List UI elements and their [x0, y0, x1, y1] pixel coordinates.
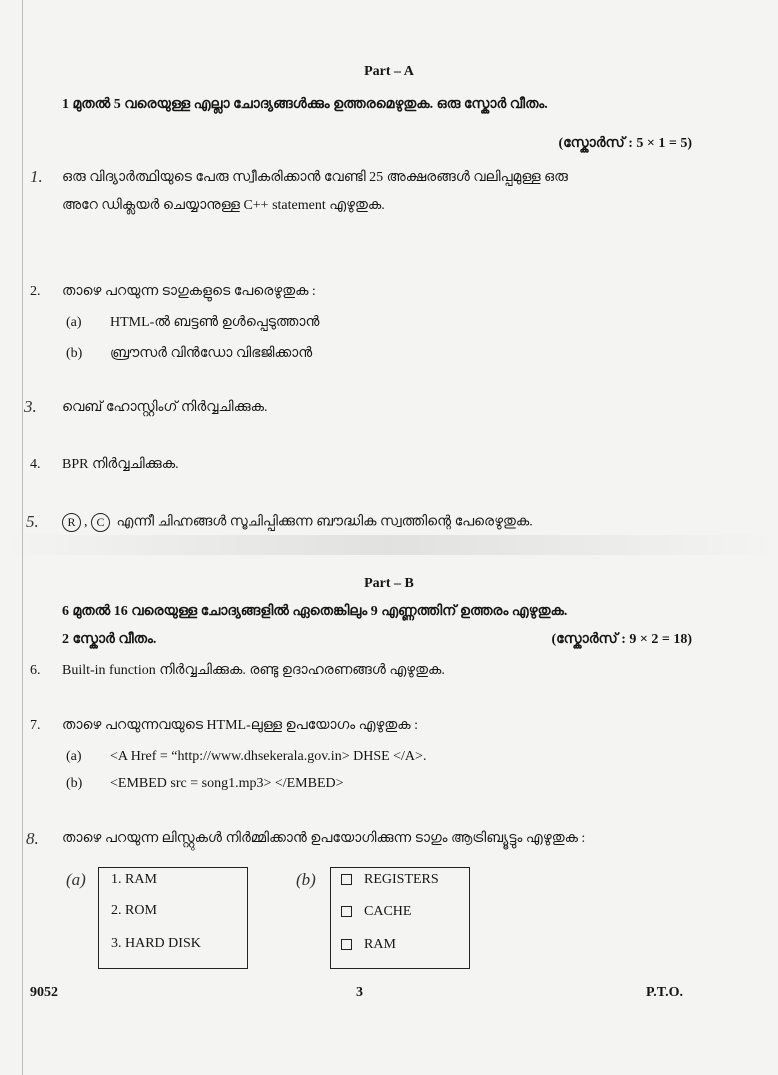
list-a-item: 3. HARD DISK	[111, 936, 201, 951]
q7-b-text: <EMBED src = song1.mp3> </EMBED>	[110, 776, 344, 791]
copyright-symbol-icon: C	[91, 513, 110, 532]
q7-b-label: (b)	[66, 776, 83, 791]
q1-line1: ഒരു വിദ്യാർത്ഥിയുടെ പേരു സ്വീകരിക്കാൻ വേണ്ടി 25 അക്ഷരങ്ങൾ വലിപ്പമുള്ള ഒരു	[62, 170, 568, 185]
q7-number: 7.	[30, 718, 41, 733]
q4-number: 4.	[30, 457, 41, 472]
square-bullet-icon	[341, 906, 352, 917]
q5-text: എന്നീ ചിഹ്നങ്ങൾ സൂചിപ്പിക്കുന്ന ബൗദ്ധിക സ്വത്തിന്റെ പേരെഴുതുക.	[116, 514, 533, 530]
q2-a-label: (a)	[66, 315, 82, 330]
q8-b-label: (b)	[296, 870, 316, 889]
paper-code: 9052	[30, 985, 58, 1000]
q1-line2: അറേ ഡിക്ലയർ ചെയ്യാനുള്ള C++ statement എഴുതുക.	[62, 198, 385, 213]
q5-number: 5.	[26, 512, 39, 531]
part-a-heading: Part – A	[364, 64, 414, 79]
q6-text: Built-in function നിർവ്വചിക്കുക. രണ്ടു ഉദാഹരണങ്ങൾ എഴുതുക.	[62, 663, 445, 678]
q7-a-label: (a)	[66, 749, 82, 764]
scan-shadow	[0, 535, 778, 555]
ordered-list-box	[98, 867, 248, 969]
square-bullet-icon	[341, 939, 352, 950]
square-bullet-icon	[341, 874, 352, 885]
q6-number: 6.	[30, 663, 41, 678]
q8-text: താഴെ പറയുന്ന ലിസ്റ്റുകൾ നിർമ്മിക്കാൻ ഉപയോഗിക്കുന്ന ടാഗും ആട്രിബ്യൂട്ടും എഴുതുക :	[62, 831, 586, 846]
q3-text: വെബ് ഹോസ്റ്റിംഗ് നിർവ്വചിക്കുക.	[62, 400, 268, 415]
part-b-instruction: 6 മുതൽ 16 വരെയുള്ള ചോദ്യങ്ങളിൽ ഏതെങ്കിലും 9 എണ്ണത്തിന് ഉത്തരം എഴുതുക.	[62, 604, 568, 619]
q5-separator: ,	[84, 514, 88, 530]
part-b-per-score: 2 സ്കോർ വീതം.	[62, 632, 157, 647]
part-a-instruction: 1 മുതൽ 5 വരെയുള്ള എല്ലാ ചോദ്യങ്ങൾക്കും ഉത്തരമെഴുതുക. ഒരു സ്കോർ വീതം.	[62, 97, 548, 112]
please-turn-over: P.T.O.	[646, 985, 683, 1000]
list-b-item: RAM	[341, 937, 396, 953]
q3-number: 3.	[24, 397, 37, 416]
q1-number: 1.	[30, 167, 43, 186]
q4-text: BPR നിർവ്വചിക്കുക.	[62, 457, 179, 472]
part-b-score: (സ്കോർസ് : 9 × 2 = 18)	[551, 632, 692, 647]
q8-a-label: (a)	[66, 870, 86, 889]
part-b-heading: Part – B	[364, 576, 414, 591]
q2-text: താഴെ പറയുന്ന ടാഗുകളുടെ പേരെഴുതുക :	[62, 284, 316, 299]
list-a-item: 1. RAM	[111, 872, 157, 887]
q2-a-text: HTML-ൽ ബട്ടൺ ഉൾപ്പെടുത്താൻ	[110, 315, 320, 330]
q5-line	[62, 513, 533, 532]
registered-symbol-icon: R	[62, 513, 81, 532]
q7-a-text: <A Href = “http://www.dhsekerala.gov.in> DHSE </A>.	[110, 749, 427, 764]
page-number: 3	[356, 985, 363, 1000]
q2-b-text: ബ്രൗസർ വിൻഡോ വിഭജിക്കാൻ	[110, 346, 313, 361]
part-a-score: (സ്കോർസ് : 5 × 1 = 5)	[558, 136, 692, 151]
unordered-list-box	[330, 867, 470, 969]
q2-number: 2.	[30, 284, 41, 299]
q7-text: താഴെ പറയുന്നവയുടെ HTML-ലുള്ള ഉപയോഗം എഴുതുക :	[62, 718, 419, 733]
q2-b-label: (b)	[66, 346, 83, 361]
list-a-item: 2. ROM	[111, 903, 157, 918]
list-b-item: REGISTERS	[341, 872, 439, 888]
q8-number: 8.	[26, 829, 39, 848]
list-b-item: CACHE	[341, 904, 411, 920]
